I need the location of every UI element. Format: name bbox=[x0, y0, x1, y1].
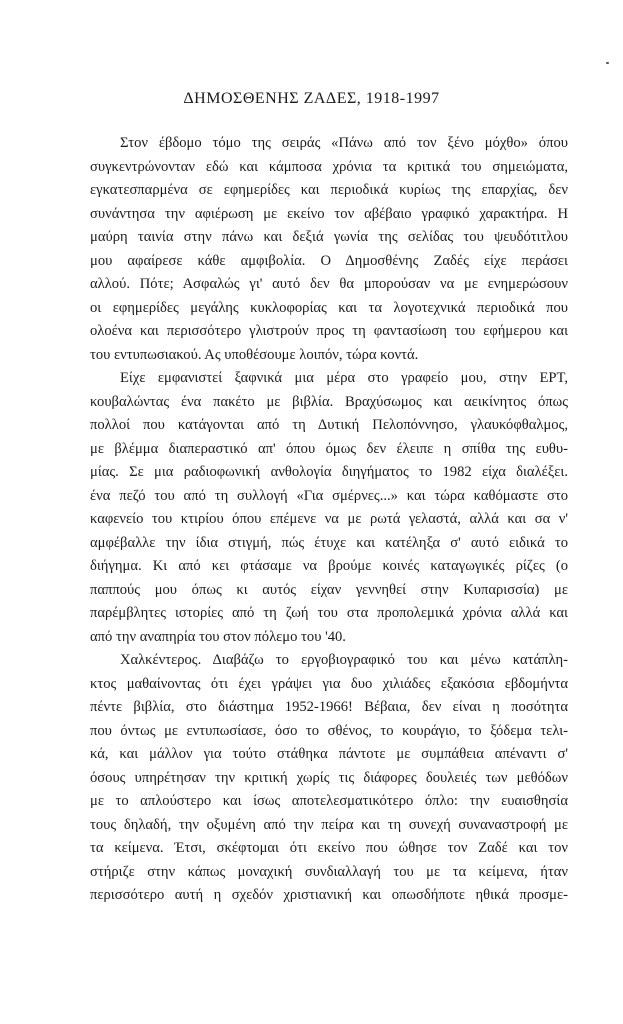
text-line: συγκεντρώνονταν εδώ και κάμποσα χρόνια τα κριτικά του σημειώματα, bbox=[90, 158, 568, 175]
text-line: διήγημα. Κι από κει φτάσαμε να βρούμε κοινές καταγωγικές ρίζες (ο bbox=[90, 558, 568, 574]
text-line: καφενείο του κτιρίου όπου επέμενε να με ρωτά γελαστά, αλλά και σα ν' bbox=[90, 511, 568, 527]
text-line: από την αναπηρία του στον πόλεμο του '40. bbox=[90, 628, 346, 645]
paragraph-1 bbox=[90, 132, 568, 367]
text-line: μίας. Σε μια ραδιοφωνική ανθολογία διηγήματος το 1982 είχα διαλέξει. bbox=[90, 464, 568, 480]
text-line: μου αφαίρεσε κάθε αμφιβολία. Ο Δημοσθένης Ζαδές είχε περάσει bbox=[90, 252, 568, 269]
text-line: αμφέβαλλε την ίδια στιγμή, πώς έτυχε και κατέληξα σ' αυτό ειδικά το bbox=[90, 534, 568, 551]
text-line: πολλοί που κατάγονται από τη Δυτική Πελοπόννησο, γλαυκόφθαλμος, bbox=[90, 417, 568, 433]
text-line: στήριζε στην κάπως μοναχική συνδιαλλαγή του με τα κείμενα, ήταν bbox=[90, 863, 568, 880]
text-line: παππούς μου όπως κι αυτός είχαν γεννηθεί στην Κυπαρισσία) με bbox=[90, 581, 568, 598]
text-line: ένα πεζό του από τη συλλογή «Για σμέρνες...» και τώρα καθόμαστε στο bbox=[90, 487, 568, 504]
text-line: οι εφημερίδες μεγάλης κυκλοφορίας και τα λογοτεχνικά περιοδικά που bbox=[90, 299, 568, 316]
paragraph-3 bbox=[90, 649, 568, 908]
text-line: κουβαλώντας ένα πακέτο με βιβλία. Βραχύσωμος και αεικίνητος όπως bbox=[90, 393, 568, 410]
text-line: παρέμβλητες ιστορίες από τη ζωή του στα προπολεμικά χρόνια αλλά και bbox=[90, 605, 568, 621]
text-line: του εντυπωσιακού. Ας υποθέσουμε λοιπόν, τώρα κοντά. bbox=[90, 346, 419, 363]
text-line: εγκατεσπαρμένα σε εφημερίδες και περιοδικά κυρίως της επαρχίας, δεν bbox=[90, 182, 568, 198]
text-line: ολοένα και περισσότερο γλιστρούν προς τη φαντασίωση του εφήμερου και bbox=[90, 323, 568, 339]
paragraph-2 bbox=[90, 367, 568, 649]
text-line: τα κείμενα. Έτσι, σκέφτομαι ότι εκείνο που ώθησε τον Ζαδέ και τον bbox=[90, 840, 568, 856]
text-line: κά, και μάλλον για τούτο στάθηκα πάντοτε με συμπάθεια απέναντι σ' bbox=[90, 746, 568, 762]
text-line: πέντε βιβλία, στο διάστημα 1952-1966! Βέβαια, δεν είναι η ποσότητα bbox=[90, 699, 568, 715]
text-line: Είχε εμφανιστεί ξαφνικά μια μέρα στο γραφείο μου, στην ΕΡΤ, bbox=[120, 370, 568, 386]
text-line: τους δηλαδή, την οξυμένη από την πείρα και τη συνεχή συναναστροφή με bbox=[90, 816, 568, 833]
text-line: περισσότερο αυτή η σχεδόν χριστιανική και οπωσδήποτε ηθικά προσμε- bbox=[90, 887, 568, 903]
margin-mark bbox=[606, 62, 609, 64]
text-line: αλλού. Πότε; Ασφαλώς γι' αυτό δεν θα μπορούσαν να με ενημερώσουν bbox=[90, 276, 568, 292]
text-line: μαύρη ταινία στην πάνω και δεξιά γωνία της σελίδας του ψευδότιτλου bbox=[90, 229, 568, 245]
text-line: κτος μαθαίνοντας ότι έχει γράψει για δυο χιλιάδες εξακόσια εβδομήντα bbox=[90, 675, 568, 692]
text-line: με το απλούστερο και ίσως αποτελεσματικότερο όπλο: την ευαισθησία bbox=[90, 793, 568, 809]
chapter-title: ΔΗΜΟΣΘΕΝΗΣ ΖΑΔΕΣ, 1918-1997 bbox=[183, 90, 440, 107]
text-line: που όντως με εντυπωσίασε, όσο το σθένος, το κουράγιο, το ξόδεμα τελι- bbox=[90, 722, 568, 739]
text-line: Χαλκέντερος. Διαβάζω το εργοβιογραφικό του και μένω κατάπλη- bbox=[120, 652, 568, 668]
text-line: συνάντησα την αφιέρωση με εκείνο τον αβέβαιο γραφικό χαρακτήρα. Η bbox=[90, 205, 568, 222]
text-line: με βλέμμα διαπεραστικό απ' όπου όμως δεν έλειπε η σπίθα της ευθυ- bbox=[90, 440, 568, 457]
text-line: όσους υπηρέτησαν την κριτική χωρίς τις διάφορες δουλειές των μεθόδων bbox=[90, 769, 568, 786]
body-text bbox=[90, 132, 568, 908]
text-line: Στον έβδομο τόμο της σειράς «Πάνω από τον ξένο μόχθο» όπου bbox=[120, 135, 568, 151]
